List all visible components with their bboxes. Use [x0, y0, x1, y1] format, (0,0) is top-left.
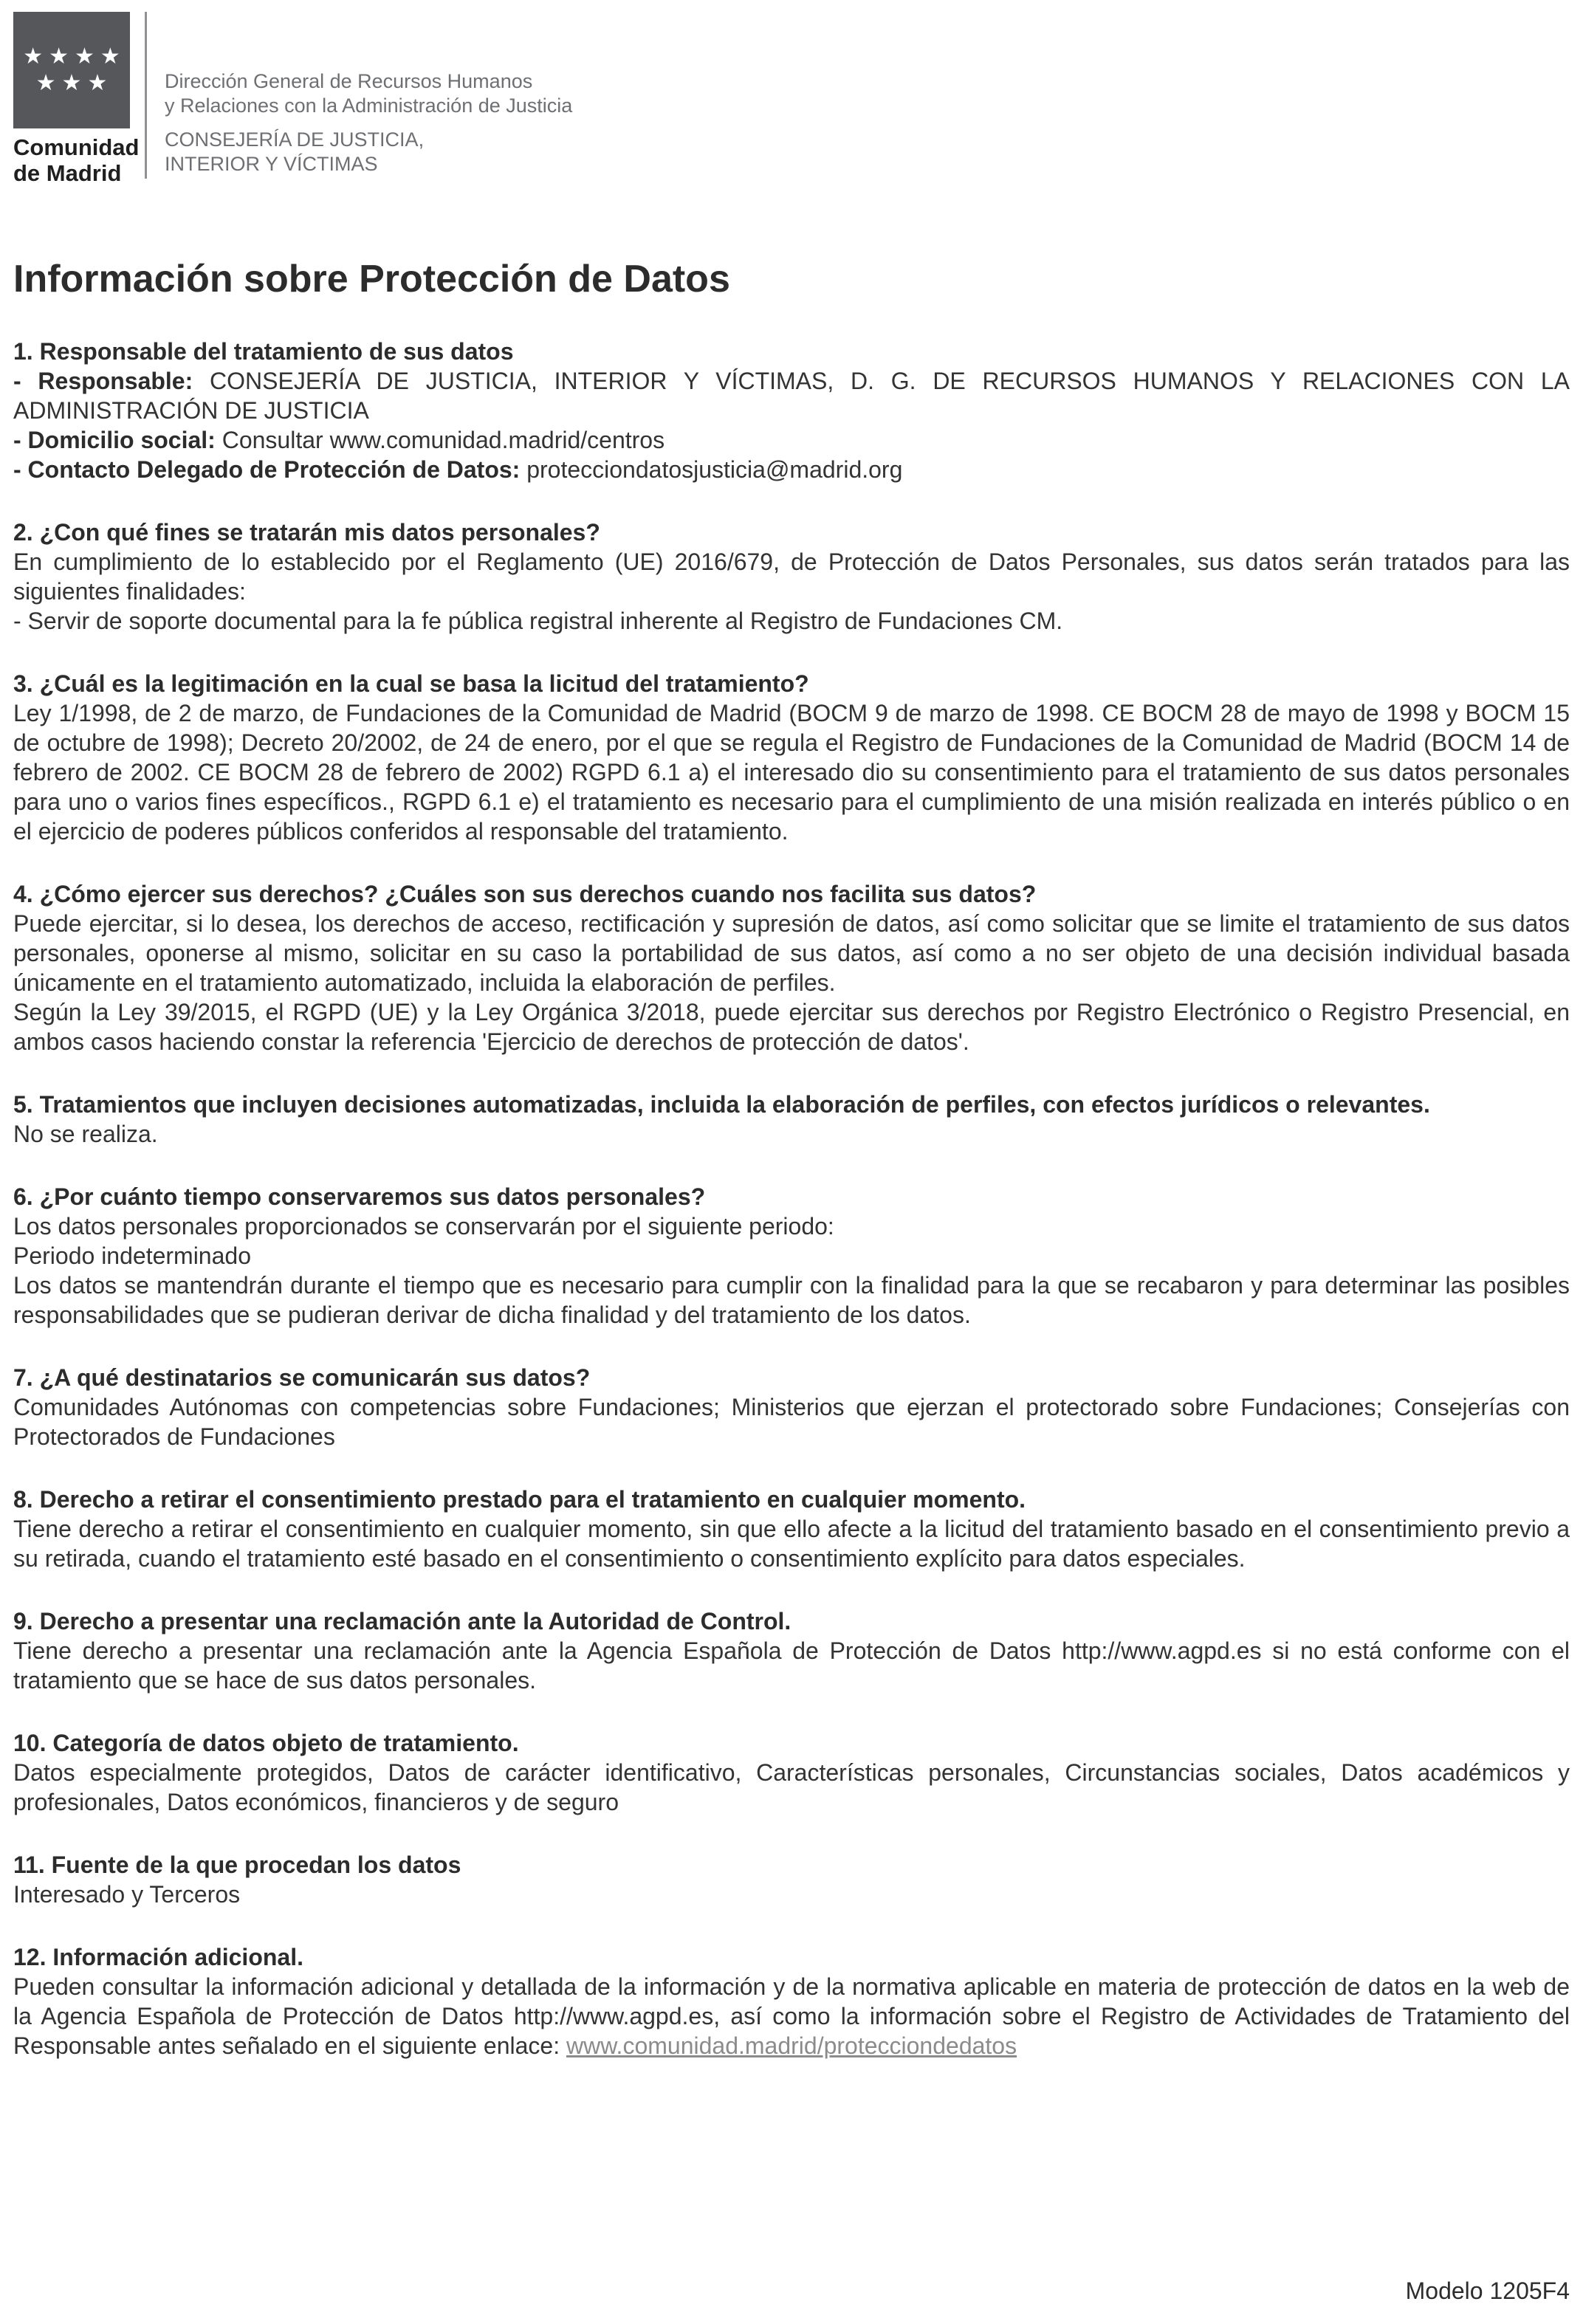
section-heading: 10. Categoría de datos objeto de tratamiento. — [13, 1730, 519, 1756]
section-categoria-datos — [13, 1728, 1570, 1817]
paragraph: Datos especialmente protegidos, Datos de carácter identificativo, Características personales, Circunstancias sociales, Datos académicos y profesionales, Datos económicos, financieros y de seguro — [13, 1759, 1570, 1815]
page-title: Información sobre Protección de Datos — [13, 258, 730, 300]
paragraph: Periodo indeterminado — [13, 1242, 251, 1269]
section-heading: 1. Responsable del tratamiento de sus datos — [13, 338, 514, 365]
header-divider — [145, 12, 147, 179]
paragraph: No se realiza. — [13, 1121, 158, 1147]
consejeria-name — [165, 128, 572, 176]
section-legitimacion — [13, 669, 1570, 846]
paragraph: Puede ejercitar, si lo desea, los derechos de acceso, rectificación y supresión de datos, así como solicitar que se limite el tratamiento de sus datos personales, oponerse al mismo, solicitar en su caso la portabilidad de sus datos, así como a no ser objeto de una decisión individual basada únicamente en el tratamiento automatizado, incluida la elaboración de perfiles. — [13, 910, 1570, 996]
section-derechos — [13, 879, 1570, 1056]
section-destinatarios — [13, 1363, 1570, 1451]
logo-org-name-line2: de Madrid — [13, 160, 122, 186]
paragraph-text: Pueden consultar la información adicional y detallada de la información y de la normativa aplicable en materia de protección de datos en la web de la Agencia Española de Protección de Datos http://www.agpd.es, así como la información sobre el Registro de Actividades de Tratamiento del Responsable antes señalado en el siguiente enlace: — [13, 1973, 1570, 2059]
logo-org-name-line1: Comunidad — [13, 134, 140, 160]
paragraph: Según la Ley 39/2015, el RGPD (UE) y la Ley Orgánica 3/2018, puede ejercitar sus derechos por Registro Electrónico o Registro Presencial, en ambos casos haciendo constar la referencia 'Ejercicio de derechos de protección de datos'. — [13, 999, 1570, 1055]
section-reclamacion — [13, 1606, 1570, 1695]
section-heading: 5. Tratamientos que incluyen decisiones automatizadas, incluida la elaboración de perfiles, con efectos jurídicos o relevantes. — [13, 1091, 1430, 1118]
field-label: - Domicilio social: — [13, 427, 222, 453]
paragraph: En cumplimiento de lo establecido por el Reglamento (UE) 2016/679, de Protección de Datos Personales, sus datos serán tratados para las siguientes finalidades: — [13, 549, 1570, 605]
paragraph: Ley 1/1998, de 2 de marzo, de Fundaciones de la Comunidad de Madrid (BOCM 9 de marzo de 1998. CE BOCM 28 de mayo de 1998 y BOCM 15 de octubre de 1998); Decreto 20/2002, de 24 de enero, por el que se regula el Registro de Fundaciones de la Comunidad de Madrid (BOCM 14 de febrero de 2002. CE BOCM 28 de febrero de 2002) RGPD 6.1 a) el interesado dio su consentimiento para el tratamiento de sus datos personales para uno o varios fines específicos., RGPD 6.1 e) el tratamiento es necesario para el cumplimiento de una misión realizada en interés público o en el ejercicio de poderes públicos conferidos al responsable del tratamiento. — [13, 700, 1570, 845]
paragraph — [13, 425, 1570, 455]
paragraph: Tiene derecho a retirar el consentimiento en cualquier momento, sin que ello afecte a la licitud del tratamiento basado en el consentimiento previo a su retirada, cuando el tratamiento esté basado en el consentimiento o consentimiento explícito para datos especiales. — [13, 1516, 1570, 1572]
section-heading: 4. ¿Cómo ejercer sus derechos? ¿Cuáles son sus derechos cuando nos facilita sus datos? — [13, 881, 1037, 907]
section-heading: 3. ¿Cuál es la legitimación en la cual se basa la licitud del tratamiento? — [13, 670, 809, 697]
flag-logo-box — [13, 12, 130, 128]
paragraph — [13, 455, 1570, 484]
section-informacion-adicional — [13, 1942, 1570, 2060]
paragraph — [13, 366, 1570, 425]
section-decisiones-automatizadas — [13, 1090, 1570, 1149]
section-responsable — [13, 337, 1570, 484]
section-retirar-consentimiento — [13, 1485, 1570, 1573]
section-heading: 12. Información adicional. — [13, 1944, 303, 1970]
model-code: Modelo 1205F4 — [1405, 2277, 1570, 2304]
header-department-block — [165, 12, 572, 176]
department-line2: y Relaciones con la Administración de Justicia — [165, 94, 573, 117]
consejeria-line2: INTERIOR Y VÍCTIMAS — [165, 153, 378, 175]
comunidad-madrid-logo — [13, 12, 140, 186]
department-name — [165, 69, 572, 118]
paragraph: Los datos personales proporcionados se conservarán por el siguiente periodo: — [13, 1213, 834, 1240]
section-fuente-datos — [13, 1850, 1570, 1909]
field-value: CONSEJERÍA DE JUSTICIA, INTERIOR Y VÍCTIMAS, D. G. DE RECURSOS HUMANOS Y RELACIONES CON LA ADMINISTRACIÓN DE JUSTICIA — [13, 368, 1570, 424]
field-value: protecciondatosjusticia@madrid.org — [526, 456, 903, 483]
paragraph: Los datos se mantendrán durante el tiempo que es necesario para cumplir con la finalidad para la que se recabaron y para determinar las posibles responsabilidades que se pudieran derivar de dicha finalidad y del tratamiento de los datos. — [13, 1272, 1570, 1328]
paragraph: Comunidades Autónomas con competencias sobre Fundaciones; Ministerios que ejerzan el protectorado sobre Fundaciones; Consejerías con Protectorados de Fundaciones — [13, 1394, 1570, 1450]
field-label: - Contacto Delegado de Protección de Datos: — [13, 456, 527, 483]
letterhead — [13, 12, 1570, 186]
consejeria-line1: CONSEJERÍA DE JUSTICIA, — [165, 128, 425, 151]
section-heading: 8. Derecho a retirar el consentimiento prestado para el tratamiento en cualquier momento. — [13, 1486, 1026, 1513]
section-fines — [13, 518, 1570, 636]
paragraph: Interesado y Terceros — [13, 1881, 241, 1908]
paragraph — [13, 1972, 1570, 2060]
paragraph: - Servir de soporte documental para la fe pública registral inherente al Registro de Fundaciones CM. — [13, 608, 1063, 634]
field-value: Consultar www.comunidad.madrid/centros — [222, 427, 665, 453]
logo-org-name — [13, 134, 140, 186]
department-line1: Dirección General de Recursos Humanos — [165, 70, 533, 92]
stars-icon: ★★★★ — [23, 44, 126, 69]
stars-icon: ★★★ — [35, 71, 114, 95]
section-heading: 11. Fuente de la que procedan los datos — [13, 1852, 461, 1878]
paragraph: Tiene derecho a presentar una reclamación ante la Agencia Española de Protección de Datos http://www.agpd.es si no está conforme con el tratamiento que se hace de sus datos personales. — [13, 1637, 1570, 1694]
section-heading: 6. ¿Por cuánto tiempo conservaremos sus datos personales? — [13, 1183, 706, 1210]
section-heading: 7. ¿A qué destinatarios se comunicarán sus datos? — [13, 1364, 591, 1391]
section-heading: 2. ¿Con qué fines se tratarán mis datos personales? — [13, 519, 600, 546]
section-conservacion — [13, 1182, 1570, 1330]
proteccion-datos-link[interactable]: www.comunidad.madrid/protecciondedatos — [566, 2032, 1017, 2059]
field-label: - Responsable: — [13, 368, 210, 394]
section-heading: 9. Derecho a presentar una reclamación ante la Autoridad de Control. — [13, 1608, 792, 1634]
